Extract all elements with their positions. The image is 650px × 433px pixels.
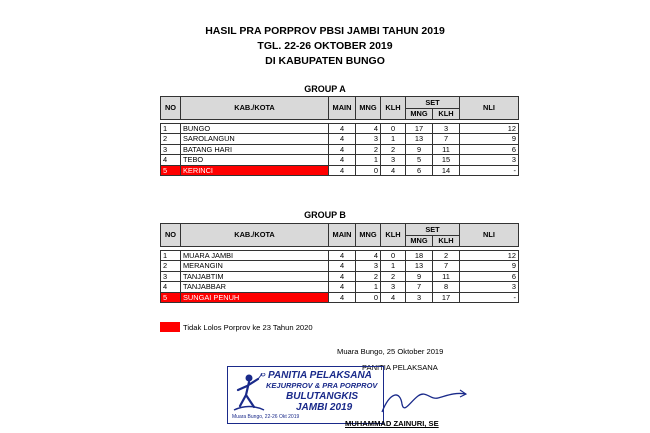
col-mng: MNG	[356, 97, 381, 120]
stamp-line-5: Muara Bungo, 22-26 Okt 2019	[232, 414, 300, 420]
cell-main: 4	[329, 261, 356, 272]
cell-mng: 4	[356, 250, 381, 261]
cell-nli: 6	[460, 271, 519, 282]
cell-klh: 4	[381, 165, 406, 176]
handwritten-signature	[380, 382, 470, 422]
cell-set-klh: 11	[433, 144, 460, 155]
table-row-eliminated	[161, 292, 519, 303]
cell-no: 4	[161, 282, 181, 293]
cell-kab: KERINCI	[181, 165, 329, 176]
cell-nli: 6	[460, 144, 519, 155]
cell-kab: BUNGO	[181, 123, 329, 134]
col-kab: KAB./KOTA	[181, 224, 329, 247]
legend-text: Tidak Lolos Porprov ke 23 Tahun 2020	[183, 322, 313, 332]
cell-kab: TEBO	[181, 155, 329, 166]
cell-nli: 3	[460, 282, 519, 293]
cell-main: 4	[329, 250, 356, 261]
cell-main: 4	[329, 165, 356, 176]
cell-set-mng: 7	[406, 282, 433, 293]
cell-no: 4	[161, 155, 181, 166]
cell-set-mng: 5	[406, 155, 433, 166]
col-kab: KAB./KOTA	[181, 97, 329, 120]
header-location: DI KABUPATEN BUNGO	[265, 55, 385, 67]
header-title: HASIL PRA PORPROV PBSI JAMBI TAHUN 2019	[205, 25, 445, 37]
col-no: NO	[161, 97, 181, 120]
stamp-line-1: PANITIA PELAKSANA	[268, 370, 372, 381]
cell-klh: 2	[381, 271, 406, 282]
cell-no: 3	[161, 271, 181, 282]
stamp-line-4: JAMBI 2019	[296, 402, 353, 413]
cell-set-klh: 15	[433, 155, 460, 166]
cell-klh: 0	[381, 250, 406, 261]
legend	[160, 322, 313, 332]
group-b-title: GROUP B	[304, 210, 346, 220]
cell-set-mng: 6	[406, 165, 433, 176]
cell-main: 4	[329, 292, 356, 303]
cell-nli: 9	[460, 134, 519, 145]
col-set: SET	[406, 97, 460, 109]
col-klh: KLH	[381, 97, 406, 120]
cell-main: 4	[329, 123, 356, 134]
cell-no: 1	[161, 250, 181, 261]
table-row	[161, 271, 519, 282]
cell-set-klh: 2	[433, 250, 460, 261]
cell-klh: 4	[381, 292, 406, 303]
col-set-klh: KLH	[433, 236, 460, 247]
table-row-eliminated	[161, 165, 519, 176]
cell-nli: 9	[460, 261, 519, 272]
cell-set-mng: 9	[406, 271, 433, 282]
col-mng: MNG	[356, 224, 381, 247]
cell-kab: SUNGAI PENUH	[181, 292, 329, 303]
cell-set-mng: 9	[406, 144, 433, 155]
cell-mng: 3	[356, 261, 381, 272]
cell-set-mng: 3	[406, 292, 433, 303]
col-nli: NLI	[460, 97, 519, 120]
document-header	[0, 24, 650, 69]
cell-klh: 1	[381, 134, 406, 145]
cell-main: 4	[329, 271, 356, 282]
col-set-mng: MNG	[406, 236, 433, 247]
header-date: TGL. 22-26 OKTOBER 2019	[257, 40, 393, 52]
cell-klh: 1	[381, 261, 406, 272]
cell-mng: 4	[356, 123, 381, 134]
cell-mng: 1	[356, 155, 381, 166]
cell-nli: -	[460, 165, 519, 176]
table-row	[161, 123, 519, 134]
signature-place-date: Muara Bungo, 25 Oktober 2019	[337, 347, 444, 356]
table-row	[161, 155, 519, 166]
cell-kab: TANJABTIM	[181, 271, 329, 282]
signature-title: PANITIA PELAKSANA	[362, 363, 438, 372]
cell-no: 2	[161, 261, 181, 272]
cell-mng: 1	[356, 282, 381, 293]
cell-set-klh: 17	[433, 292, 460, 303]
table-row	[161, 144, 519, 155]
cell-mng: 3	[356, 134, 381, 145]
col-set-klh: KLH	[433, 109, 460, 120]
cell-set-klh: 14	[433, 165, 460, 176]
cell-mng: 0	[356, 292, 381, 303]
col-nli: NLI	[460, 224, 519, 247]
cell-kab: MUARA JAMBI	[181, 250, 329, 261]
group-a-title: GROUP A	[304, 84, 346, 94]
legend-swatch	[160, 322, 180, 332]
cell-kab: TANJABBAR	[181, 282, 329, 293]
cell-klh: 3	[381, 282, 406, 293]
cell-set-mng: 13	[406, 261, 433, 272]
col-main: MAIN	[329, 224, 356, 247]
cell-set-klh: 11	[433, 271, 460, 282]
cell-mng: 0	[356, 165, 381, 176]
col-klh: KLH	[381, 224, 406, 247]
cell-no: 3	[161, 144, 181, 155]
table-row	[161, 250, 519, 261]
col-set-mng: MNG	[406, 109, 433, 120]
stamp-line-2: KEJURPROV & PRA PORPROV	[266, 381, 378, 390]
cell-set-klh: 3	[433, 123, 460, 134]
cell-main: 4	[329, 144, 356, 155]
cell-set-klh: 8	[433, 282, 460, 293]
cell-main: 4	[329, 282, 356, 293]
cell-main: 4	[329, 134, 356, 145]
cell-set-mng: 18	[406, 250, 433, 261]
cell-mng: 2	[356, 271, 381, 282]
cell-klh: 0	[381, 123, 406, 134]
cell-main: 4	[329, 155, 356, 166]
cell-nli: 12	[460, 123, 519, 134]
cell-set-klh: 7	[433, 261, 460, 272]
group-b-table	[160, 223, 519, 303]
cell-no: 2	[161, 134, 181, 145]
cell-set-mng: 13	[406, 134, 433, 145]
committee-stamp	[227, 366, 384, 424]
cell-no: 5	[161, 292, 181, 303]
cell-nli: 12	[460, 250, 519, 261]
table-row	[161, 261, 519, 272]
table-row	[161, 282, 519, 293]
cell-set-mng: 17	[406, 123, 433, 134]
cell-kab: BATANG HARI	[181, 144, 329, 155]
cell-mng: 2	[356, 144, 381, 155]
cell-kab: SAROLANGUN	[181, 134, 329, 145]
cell-klh: 3	[381, 155, 406, 166]
cell-kab: MERANGIN	[181, 261, 329, 272]
cell-nli: -	[460, 292, 519, 303]
stamp-line-3: BULUTANGKIS	[286, 391, 359, 402]
table-row	[161, 134, 519, 145]
cell-no: 5	[161, 165, 181, 176]
badminton-player-icon	[232, 373, 266, 413]
cell-set-klh: 7	[433, 134, 460, 145]
cell-nli: 3	[460, 155, 519, 166]
cell-no: 1	[161, 123, 181, 134]
group-a-table	[160, 96, 519, 176]
col-set: SET	[406, 224, 460, 236]
signature-name: MUHAMMAD ZAINURI, SE	[345, 419, 439, 428]
col-no: NO	[161, 224, 181, 247]
cell-klh: 2	[381, 144, 406, 155]
col-main: MAIN	[329, 97, 356, 120]
